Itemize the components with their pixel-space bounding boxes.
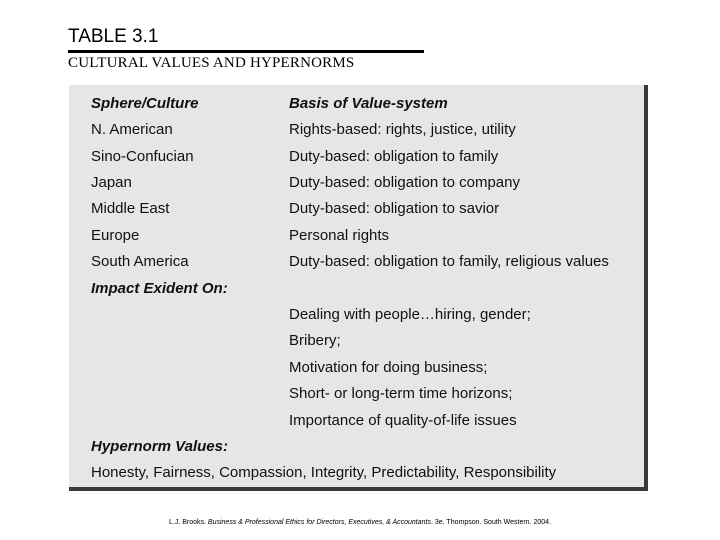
impact-heading: Impact Exident On: xyxy=(91,280,228,297)
basis-cell: Personal rights xyxy=(289,227,390,244)
title-underline xyxy=(68,50,424,53)
basis-cell: Duty-based: obligation to family, religious values xyxy=(289,253,609,270)
impact-item: Importance of quality-of-life issues xyxy=(289,412,517,429)
citation-publisher: . 3e. Thompson. South Western. 2004. xyxy=(430,519,551,526)
table-row xyxy=(69,197,644,221)
table-row xyxy=(69,171,644,195)
list-item xyxy=(69,356,644,380)
impact-heading-row xyxy=(69,277,644,301)
source-citation xyxy=(0,519,720,526)
basis-cell: Duty-based: obligation to company xyxy=(289,174,520,191)
basis-cell: Duty-based: obligation to family xyxy=(289,148,499,165)
table-subtitle: CULTURAL VALUES AND HYPERNORMS xyxy=(68,55,355,71)
impact-item: Bribery; xyxy=(289,332,341,349)
table-row xyxy=(69,224,644,248)
table-panel xyxy=(69,85,648,491)
impact-item: Dealing with people…hiring, gender; xyxy=(289,306,531,323)
basis-cell: Rights-based: rights, justice, utility xyxy=(289,121,516,138)
impact-item: Short- or long-term time horizons; xyxy=(289,385,513,402)
hypernorm-heading-row xyxy=(69,435,644,459)
table-row xyxy=(69,250,644,274)
list-item xyxy=(69,382,644,406)
culture-cell: South America xyxy=(91,253,189,270)
list-item xyxy=(69,329,644,353)
citation-book-title: Business & Professional Ethics for Directors, Executives, & Accountants xyxy=(207,519,431,526)
list-item xyxy=(69,409,644,433)
impact-item: Motivation for doing business; xyxy=(289,359,488,376)
table-title: TABLE 3.1 xyxy=(68,26,159,47)
hypernorm-values: Honesty, Fairness, Compassion, Integrity, Predictability, Responsibility xyxy=(91,464,557,481)
hypernorm-values-row xyxy=(69,461,644,485)
basis-cell: Duty-based: obligation to savior xyxy=(289,200,500,217)
table-row xyxy=(69,145,644,169)
culture-cell: N. American xyxy=(91,121,173,138)
culture-cell: Europe xyxy=(91,227,140,244)
header-basis: Basis of Value-system xyxy=(289,95,448,112)
header-culture: Sphere/Culture xyxy=(91,95,199,112)
header-row xyxy=(69,92,644,116)
citation-author: L.J. Brooks. xyxy=(169,519,208,526)
culture-cell: Sino-Confucian xyxy=(91,148,194,165)
list-item xyxy=(69,303,644,327)
hypernorm-heading: Hypernorm Values: xyxy=(91,438,228,455)
table-row xyxy=(69,118,644,142)
culture-cell: Japan xyxy=(91,174,132,191)
culture-cell: Middle East xyxy=(91,200,170,217)
